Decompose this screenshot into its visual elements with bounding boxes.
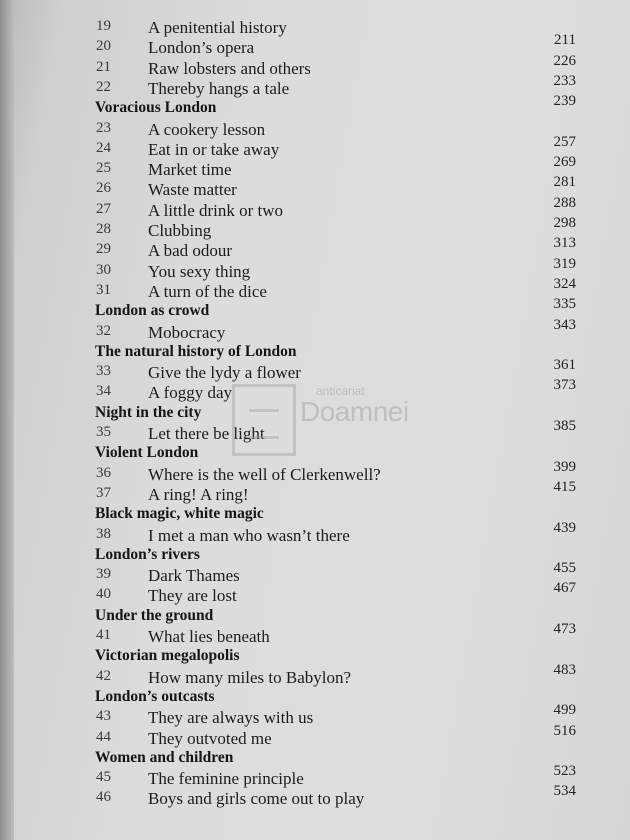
chapter-number: 35 [96,424,111,440]
toc-entry [0,174,630,200]
page-number: 455 [553,560,576,577]
section-title: Voracious London [95,99,217,117]
toc-section [0,749,630,769]
page-number: 335 [553,296,576,313]
page-number: 233 [553,72,576,89]
chapter-title: Boys and girls come out to play [148,789,365,809]
chapter-title: How many miles to Babylon? [148,667,352,687]
section-title: Victorian megalopolis [95,647,240,665]
toc-entry [0,18,630,38]
chapter-number: 28 [96,221,111,237]
toc-entry [0,478,630,505]
page-number: 257 [553,133,576,150]
toc-entry [0,52,630,79]
page-number: 385 [553,418,576,434]
chapter-title: A cookery lesson [148,119,266,139]
page-number: 361 [553,357,576,374]
page-number: 313 [553,235,576,252]
chapter-number: 39 [96,566,111,583]
page-number: 399 [553,458,576,475]
page-number: 343 [553,316,576,333]
section-title: The natural history of London [95,342,297,360]
toc-section [0,343,630,363]
chapter-number: 40 [96,586,111,603]
chapter-title: A little drink or two [148,200,284,220]
chapter-title: Eat in or take away [148,139,280,159]
chapter-number: 43 [96,708,111,725]
toc-entry [0,763,630,789]
page-number: 239 [553,93,576,110]
toc-entry [0,519,630,546]
chapter-title: Dark Thames [148,566,240,586]
page-number: 269 [553,154,576,171]
section-title: Black magic, white magic [95,505,264,523]
chapter-title: A ring! A ring! [148,484,249,504]
page-number: 211 [554,32,576,49]
page-number: 324 [553,275,576,292]
chapter-number: 20 [96,38,111,55]
watermark [232,376,409,466]
toc-entry [0,702,630,728]
page-number: 523 [553,763,576,780]
chapter-number: 46 [96,789,111,806]
page-number: 516 [553,722,576,739]
section-title: London as crowd [95,302,210,320]
section-title: Violent London [95,444,199,462]
chapter-title: A bad odour [148,241,233,261]
chapter-number: 27 [96,200,111,217]
toc-entry [0,133,630,160]
chapter-number: 24 [96,139,111,156]
bookshelf-icon [232,384,296,456]
chapter-number: 21 [96,58,111,75]
toc-entry [0,32,630,58]
section-title: Under the ground [95,606,214,624]
watermark-line2: Doamnei [300,396,409,427]
chapter-number: 44 [96,728,111,745]
page-number: 373 [553,377,576,394]
chapter-number: 22 [96,78,111,95]
toc-entry [0,722,630,749]
toc-entry [0,275,630,302]
chapter-title: A penitential history [148,18,287,37]
toc-entry [0,154,630,180]
chapter-title: Thereby hangs a tale [148,78,290,98]
chapter-title: Let there be light [148,424,265,443]
chapter-number: 42 [96,667,111,684]
toc-section [0,505,630,525]
chapter-title: They are always with us [148,708,314,728]
toc-entry [0,661,630,688]
chapter-number: 38 [96,525,111,542]
chapter-number: 41 [96,627,111,643]
chapter-title: Waste matter [148,180,237,200]
section-title: London’s outcasts [95,687,215,705]
chapter-title: The feminine principle [148,769,304,789]
chapter-title: Clubbing [148,221,212,240]
toc-entry [0,560,630,586]
chapter-title: They are lost [148,586,237,606]
toc-entry [0,72,630,99]
page-number: 281 [553,174,576,191]
toc-section [0,607,630,627]
page-number: 499 [553,702,576,719]
page-number: 415 [553,478,576,495]
chapter-title: Where is the well of Clerkenwell? [148,464,381,484]
page-number: 319 [553,255,576,272]
chapter-number: 25 [96,160,111,177]
page-number: 534 [553,783,576,800]
chapter-title: A turn of the dice [148,281,267,301]
watermark-line1: anticariat [316,384,365,398]
chapter-title: Give the lydy a flower [148,363,301,383]
chapter-number: 37 [96,484,111,501]
toc-entry [0,235,630,261]
chapter-title: A foggy day [148,383,233,403]
toc-entry [0,255,630,282]
chapter-title: You sexy thing [148,261,251,281]
chapter-number: 36 [96,464,111,481]
chapter-number: 32 [96,322,111,339]
chapter-number: 30 [96,261,111,278]
section-title: Women and children [95,748,234,766]
toc-section [0,93,630,119]
page-number: 288 [553,194,576,211]
page-number: 298 [553,215,576,231]
chapter-number: 33 [96,363,111,380]
chapter-number: 26 [96,180,111,197]
section-title: Night in the city [95,403,202,421]
toc-entry [0,194,630,221]
toc-section [0,296,630,322]
toc-section [0,688,630,708]
toc-section [0,546,630,566]
toc-entry [0,458,630,485]
page-number: 226 [553,52,576,69]
section-title: London’s rivers [95,545,200,563]
chapter-title: London’s opera [148,38,255,58]
toc-entry [0,621,630,647]
page-number: 473 [553,621,576,637]
toc-entry [0,580,630,606]
chapter-title: What lies beneath [148,627,270,646]
chapter-number: 34 [96,383,111,400]
page-number: 439 [553,519,576,536]
page-number: 483 [553,661,576,678]
chapter-title: They outvoted me [148,728,272,748]
page-number: 467 [553,580,576,597]
chapter-title: I met a man who wasn’t there [148,525,350,545]
chapter-number: 29 [96,241,111,258]
chapter-number: 19 [96,18,111,34]
toc-entry [0,215,630,241]
chapter-number: 23 [96,119,111,136]
chapter-number: 31 [96,281,111,298]
toc-section [0,647,630,667]
chapter-title: Market time [148,160,232,180]
chapter-title: Raw lobsters and others [148,58,311,78]
toc-entry [0,316,630,343]
chapter-number: 45 [96,769,111,786]
chapter-title: Mobocracy [148,322,226,342]
toc-entry [0,783,630,809]
toc-entry [0,120,630,140]
